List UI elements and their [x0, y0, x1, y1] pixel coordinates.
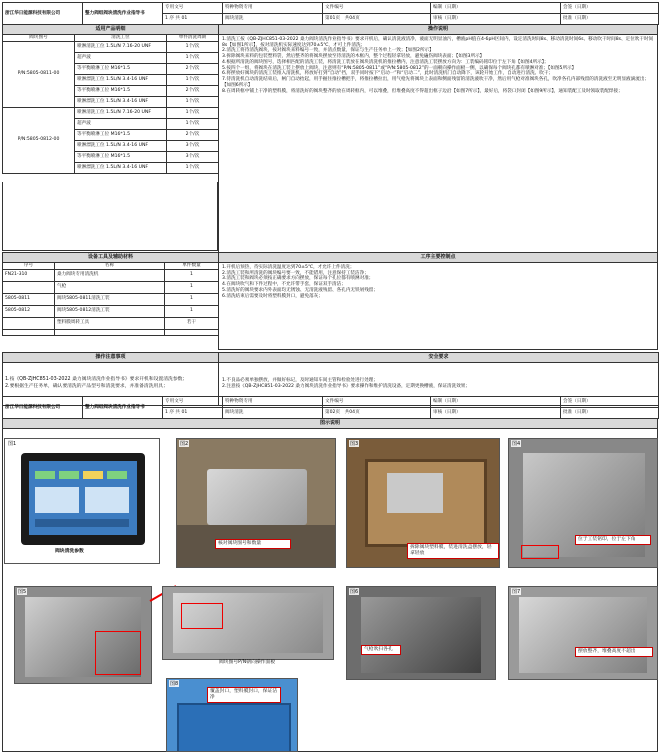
figure-caption: 位于工装铭印，位于左下角 [575, 535, 651, 545]
product-group-name: P/N:5805-0812-00 [3, 107, 75, 173]
valve-block-bag [207, 469, 307, 525]
approve-label: 批准（日期） [561, 14, 659, 25]
product-station: 超声波 [75, 52, 167, 63]
tool-qty: 1 [165, 281, 219, 293]
part-label-2: 特种物资专用 [223, 397, 323, 408]
highlight-box [95, 631, 141, 675]
company-name: 浙江华日能源科技有限公司 [3, 3, 83, 25]
part-value: 阀块清洗 [223, 14, 323, 25]
ops-step: 3.拆除阀块来料的包装塑料袋，然后整齐的将阀块摆放至待清洗的木框内，整个过程轻拿轻放，避免磕伤阀块表面；【如图3所示】 [222, 54, 485, 60]
figure-7 [508, 586, 658, 680]
safety-text: 1.不良品必须单独摆放，并做好标记，及时通知车间主管和检验处进行处理； 2.注意按《QB-ZJHC851-03-2022 桑力阀块清洗作业指导书》要求操作和维护清洗设备，定期更换槽液，保证清洗效果； [219, 363, 659, 406]
review-label: 审核（日期） [431, 14, 561, 25]
ops-step: 6.将摆放好阀块的清洗工装推入清洗机，将放好打到“自动”挡，双手同时按下“启动一”和“启动二”，此时清洗机门自动降下，该轮开始工作，自动进行清洗、吹干； [222, 71, 554, 77]
hmi-screen [29, 461, 137, 535]
hmi-frame [21, 453, 145, 545]
product-group-name: P/N:5805-0811-00 [3, 41, 75, 107]
figure-label: 图1 [8, 441, 17, 447]
ops-step: 8.在周转框中铺上干净的塑料膜，将清洗好的阀块整齐的放在周转框内，可以堆叠，但堆叠高度不得超出框子边沿【如图7所示】，最好后，将袋口封闭【如图9所示】，通知装配工及时领取装配焊接； [222, 88, 623, 94]
notes-text: 1.按《QB-ZJHC851-03-2022 桑力阀块清洗作业指导书》要求开机和设置清洗参数； 2.要根据生产任务单，确认要清洗的产品型号和清洗要求，并准备清洗用具； [3, 363, 219, 406]
tool-qty: 1 [165, 305, 219, 317]
product-cycle: 2个/次 [167, 85, 219, 96]
figure-label: 图5 [18, 589, 27, 595]
header-table-1 [2, 2, 659, 25]
figure-6 [346, 586, 496, 680]
tool-name: 阀块5805-0812清洗工装 [55, 305, 165, 317]
figure-1 [4, 438, 160, 564]
figure-2 [176, 438, 336, 568]
part-label: 特种物资专用 [223, 3, 323, 14]
products-header-part: 阀块图号 [3, 35, 75, 42]
tool-no: 5805-0812 [3, 305, 55, 317]
version-value-2: 1 序 共 01 [163, 408, 223, 419]
tools-table [2, 252, 219, 336]
tool-name: 阀块5805-0811清洗工装 [55, 293, 165, 305]
edit-label-2: 编制（日期） [431, 397, 561, 408]
figure-8 [166, 678, 298, 752]
tool-no [3, 281, 55, 293]
ops-section-title: 操作说明 [219, 25, 658, 35]
highlight-box [521, 545, 559, 559]
figure-5b [162, 586, 334, 660]
docno-label: 文件编号 [323, 3, 431, 14]
tools-section-title: 设备工具及辅助材料 [3, 253, 219, 263]
tool-qty: 1 [165, 269, 219, 281]
quality-section-title: 工序主要控制点 [219, 253, 658, 263]
product-station: 喷淋漂洗工位 1.5L/N 3.4-16 UNF [75, 162, 167, 173]
quality-item: 5.清洗好的阀块要求内外表面均无锈蚀、无清洗液残留、各孔内无铁屑残留； [222, 287, 378, 293]
quality-item: 2.清洗工装和所清洗的阀块编号要一致，不能错用，注意保持工装洁净； [222, 270, 369, 276]
product-cycle: 1个/次 [167, 74, 219, 85]
tool-name: 桑力阀块专用清洗机 [55, 269, 165, 281]
sign-label-2: 会签（日期） [561, 397, 659, 408]
figure-4 [508, 438, 658, 568]
figure-5 [14, 586, 152, 684]
tools-header-no: 序号 [3, 263, 55, 270]
blue-tote [177, 703, 291, 752]
product-cycle: 3个/次 [167, 140, 219, 151]
safety-section-title: 安全要求 [219, 353, 659, 363]
figures-section-title: 图示说明 [3, 419, 657, 429]
company-name-2: 浙江华日能源科技有限公司 [3, 397, 83, 419]
ops-step: 5.按四个一组，将阀块在清洗工装上摆放上阀块，注意则有“P/N:5805-0811”或“P/N:5805-0812”的一面朝向操作面板一侧，以确保每个阀块孔都有喷淋对准；【如图5所示】 [222, 65, 577, 71]
docno-label-2: 文件编号 [323, 397, 431, 408]
quality-list [219, 263, 658, 350]
notes-section-title: 操作注意事项 [3, 353, 219, 363]
products-header-station: 清洗工位 [75, 35, 167, 42]
product-station: 等平衡喷淋工位 M16*1.5 [75, 151, 167, 162]
product-station: 喷淋漂洗工位 1.5L/N 3.4-16 UNF [75, 74, 167, 85]
product-cycle: 1个/次 [167, 52, 219, 63]
figure-caption: 覆盖封口，塑料膜封口，保证洁净 [207, 687, 281, 703]
version-value: 1 序 共 01 [163, 14, 223, 25]
product-cycle: 1个/次 [167, 118, 219, 129]
product-cycle: 1个/次 [167, 41, 219, 52]
quality-item: 6.清洗结束后需要及时将塑料膜封口，避免落灰； [222, 293, 323, 299]
code-label: 专用文号 [163, 3, 223, 14]
tool-qty: 若干 [165, 317, 219, 329]
figure-caption: 核对阀块图号和数量 [215, 539, 291, 549]
figure-label: 图6 [350, 589, 359, 595]
sign-label: 会签（日期） [561, 3, 659, 14]
products-table [2, 24, 219, 174]
ops-step: 2.清洗工将待清洗阀块，按对阀块来料编号一致，并清点数量，保证与生产任务单上一致；【如图2所示】 [222, 48, 434, 54]
product-station: 喷淋漂洗工位 1.5L/N 3.4-16 UNF [75, 140, 167, 151]
product-cycle: 1个/次 [167, 96, 219, 107]
page-value-2: 第02页 共04页 [323, 408, 431, 419]
page-value: 第01页 共04页 [323, 14, 431, 25]
ops-step: 4.根据所清洗的阀块图号，选择相匹配的清洗工装，将清洗工装放在阀块清洗机的推拉槽内，注意清洗工装摆放方向为：工装编码铭印位于左下角【如图4所示】； [222, 59, 549, 65]
tool-name: 塑料膜周转工具 [55, 317, 165, 329]
product-cycle: 3个/次 [167, 151, 219, 162]
edit-label: 编制（日期） [431, 3, 561, 14]
product-cycle: 2个/次 [167, 63, 219, 74]
quality-table [218, 252, 658, 350]
product-station: 等平衡喷淋工位 M16*1.5 [75, 63, 167, 74]
product-station: 喷淋漂洗工位 1.5L/N 3.4-16 UNF [75, 96, 167, 107]
stacked-blocks [519, 597, 647, 673]
ops-step: 1.清洗工按《QB-ZJHC851-03-2022 桑力阀块清洗作业指导书》要求开机后，确认清洗液清净，液面无明显油污，槽液pH值在4-6pH区间内，设定清洗时间8s、移动清洗时间6s、移动吹干时间8s、定位吹干时间8s【如图1所示】，按对清洗机实际速度达到70±5℃，才可上件清洗； [222, 37, 654, 48]
quality-item: 4.在阀块吹气和下件过程中，不允许带手套，保证双手清洁； [222, 282, 346, 288]
product-station: 喷淋清洗工位 1.5L/N 7.16-20 UNF [75, 41, 167, 52]
code-label-2: 专用文号 [163, 397, 223, 408]
tool-no [3, 317, 55, 329]
approve-label-2: 批准（日期） [561, 408, 659, 419]
figure-3 [346, 438, 500, 568]
figure-label: 图3 [350, 441, 359, 447]
figure-label: 图7 [512, 589, 521, 595]
product-station: 等平衡喷淋工位 M16*1.5 [75, 129, 167, 140]
product-cycle: 2个/次 [167, 129, 219, 140]
part-value-2: 阀块清洗 [223, 408, 323, 419]
products-section-title: 适用产品明细 [3, 25, 219, 35]
review-label-2: 审核（日期） [431, 408, 561, 419]
products-blank-area [2, 182, 218, 251]
header-table-2 [2, 396, 659, 419]
products-header-cycle: 单件清洗周期 [167, 35, 219, 42]
tool-name: 气枪 [55, 281, 165, 293]
tool-no: 5805-0811 [3, 293, 55, 305]
product-cycle: 1个/次 [167, 162, 219, 173]
ops-table [218, 24, 658, 257]
quality-item: 3.清洗工装和阀块必须按正确要求方向摆放，保证每个孔位都有喷淋对准； [222, 276, 374, 282]
air-gun-work [361, 597, 481, 673]
figure-caption: 气枪吹扫各孔 [361, 645, 401, 655]
product-cycle: 1个/次 [167, 107, 219, 118]
ops-steps [219, 35, 658, 257]
tools-header-name: 名称 [55, 263, 165, 270]
highlight-box [181, 603, 223, 629]
ops-step: 7.待清洗机自动清洗结束后，闸门自动抬起，用手握住推拉槽把手，将推拉槽拉出，用气枪先将阀块上表面和侧面残留的清洗液吹干净，然后用气枪对准阀块各孔，吹净各孔内部残留的清洗液至无明显液滴流出；【如图6所示】 [222, 77, 650, 88]
tools-header-qty: 单件数量 [165, 263, 219, 270]
figure-caption: 阀块清洗参数 [55, 549, 84, 554]
figure-caption: 拆除阀块塑料膜，装进清洗盒摆放，轻拿轻放 [407, 543, 499, 559]
figure-caption: 阀块图号P/N朝向操作面板 [218, 660, 276, 665]
tool-qty: 1 [165, 293, 219, 305]
figure-caption: 摆放整齐，堆叠高度不超出 [575, 647, 653, 657]
figure-label: 图2 [180, 441, 189, 447]
figure-label: 图8 [170, 681, 179, 687]
figure-label: 图4 [512, 441, 521, 447]
tool-no: FN21-310 [3, 269, 55, 281]
product-station: 喷淋清洗工位 1.5L/N 7.16-20 UNF [75, 107, 167, 118]
product-station: 等平衡喷淋工位 M16*1.5 [75, 85, 167, 96]
quality-item: 1.开机后预热，待实际清洗温度达到70±5℃，才允许上件清洗； [222, 265, 355, 270]
doc-title: 整力阀组阀块清洗作业指导书 [83, 3, 163, 25]
doc-title-2: 整力阀组阀块清洗作业指导书 [83, 397, 163, 419]
product-station: 超声波 [75, 118, 167, 129]
